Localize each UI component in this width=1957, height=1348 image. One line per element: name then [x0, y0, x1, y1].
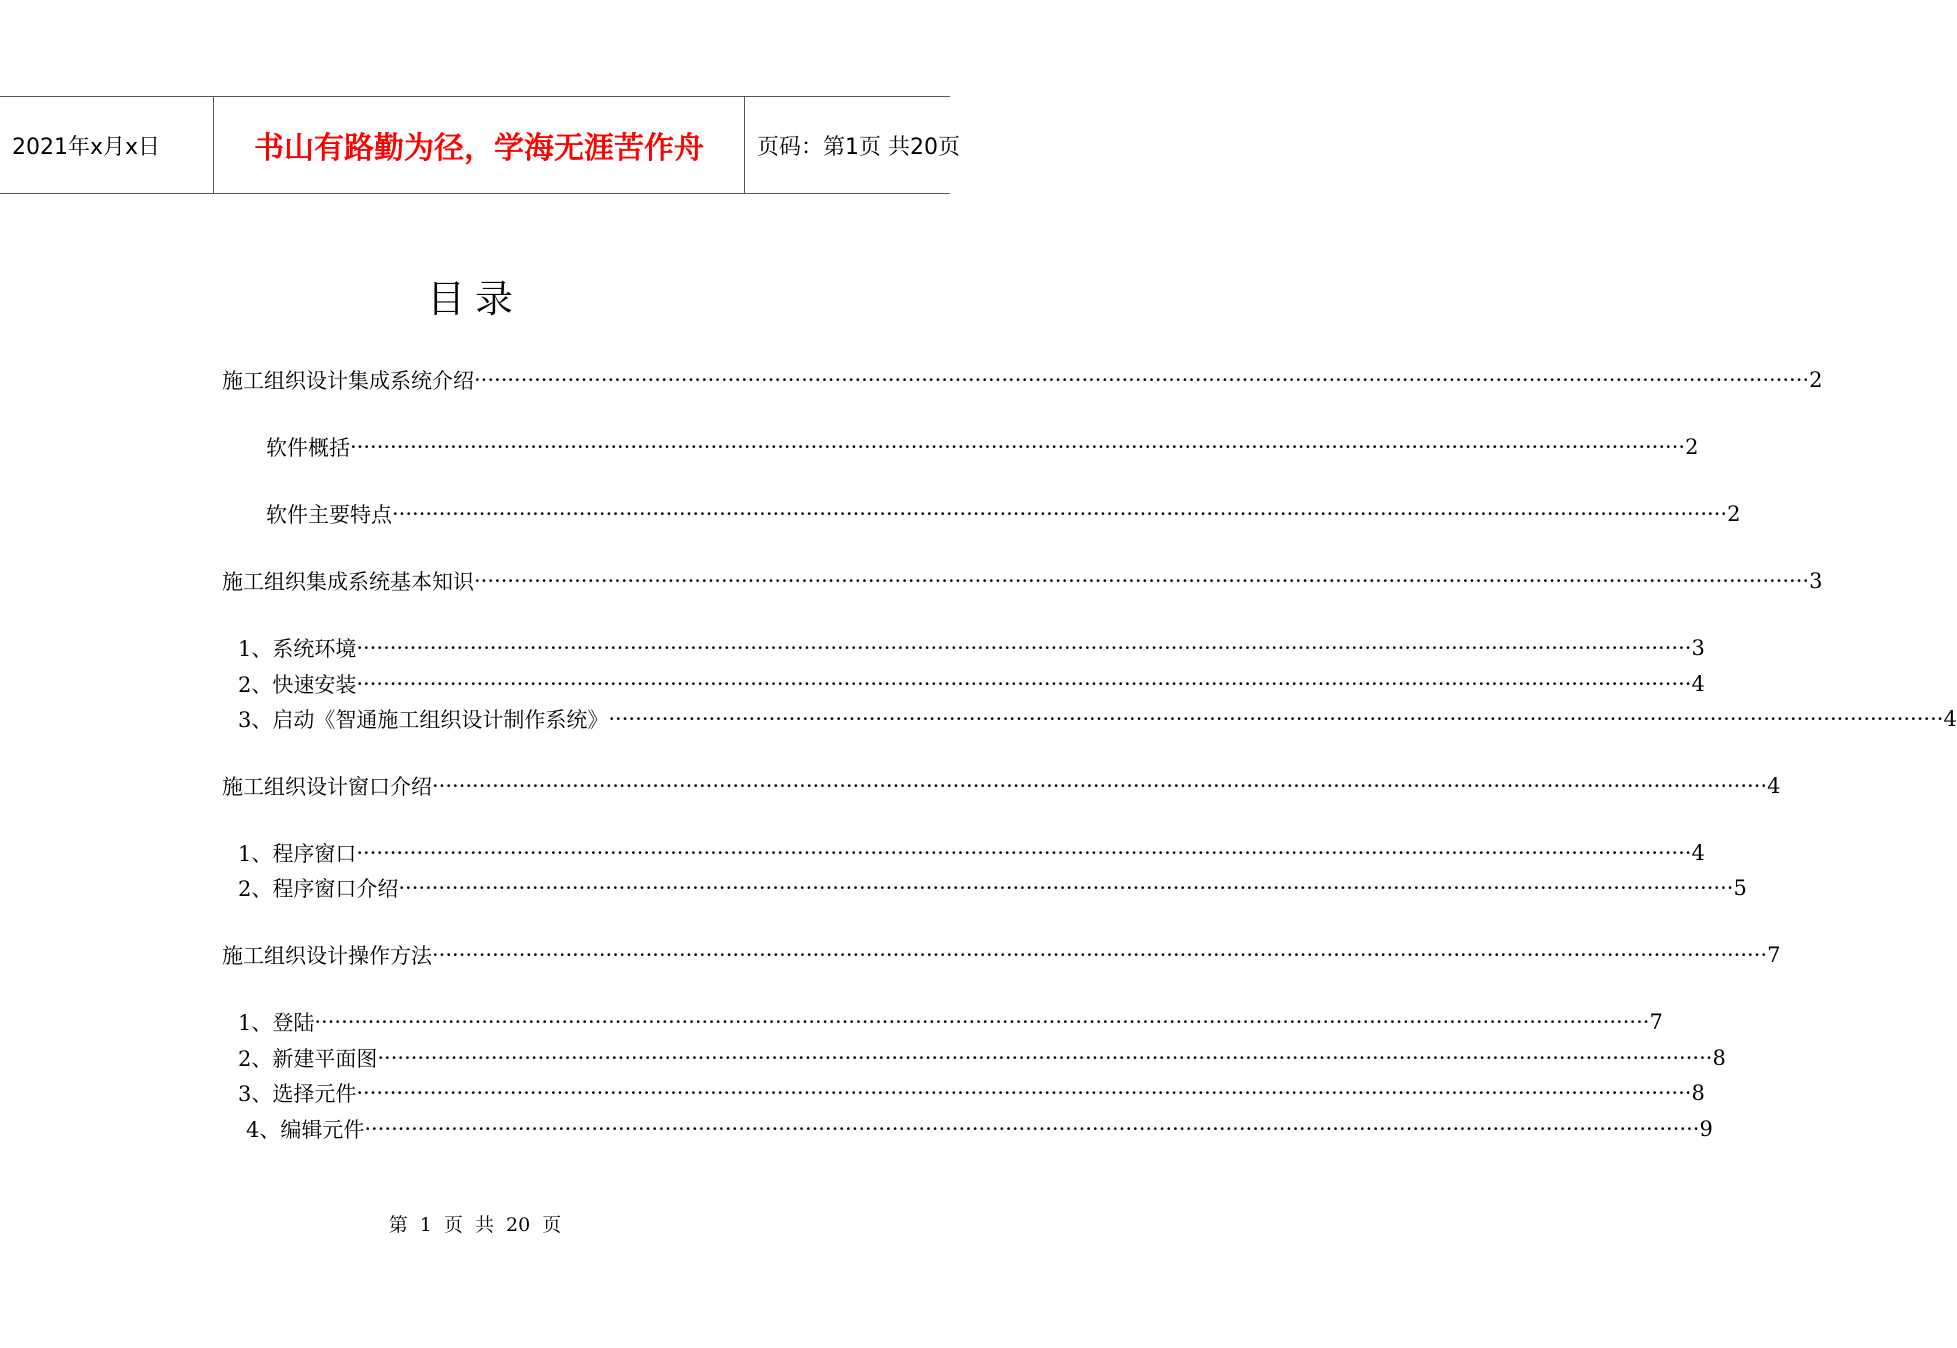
- toc-entry-page: 8: [1691, 1081, 1705, 1105]
- toc-leader-dots: ········································································································································································································: [474, 368, 1810, 392]
- toc-entry-label: 编辑元件: [280, 1118, 365, 1142]
- toc-leader-dots: ········································································································································································································: [377, 1046, 1713, 1070]
- toc-entry-page: 7: [1767, 943, 1781, 967]
- toc-entry-label: 施工组织设计集成系统介绍: [222, 369, 474, 393]
- toc-entry[interactable]: [238, 669, 1705, 699]
- toc-entry-label: 启动《智通施工组织设计制作系统》: [272, 708, 609, 732]
- toc-entry-label: 选择元件: [272, 1082, 357, 1106]
- toc-entry-number: 1、: [238, 1011, 273, 1035]
- page-header: [0, 96, 960, 194]
- toc-entry-page: 4: [1943, 707, 1957, 731]
- toc-entry[interactable]: [238, 1043, 1726, 1073]
- toc-entry-label: 登陆: [272, 1011, 315, 1035]
- toc-entry[interactable]: [222, 940, 1781, 970]
- toc-entry-page: 9: [1699, 1117, 1713, 1141]
- toc-entry-number: 1、: [238, 637, 273, 661]
- toc-entry-label: 系统环境: [272, 637, 357, 661]
- toc-entry[interactable]: [238, 1078, 1705, 1108]
- toc-title: 目录: [426, 277, 523, 321]
- toc-entry-page: 4: [1691, 841, 1705, 865]
- header-motto: 书山有路勤为径，学海无涯苦作舟: [213, 97, 745, 193]
- toc-leader-dots: ········································································································································································································: [314, 1010, 1650, 1034]
- toc-entry-label: 施工组织集成系统基本知识: [222, 570, 474, 594]
- toc-entry[interactable]: [238, 873, 1747, 903]
- toc-leader-dots: ········································································································································································································: [432, 774, 1768, 798]
- toc-entry-label: 软件概括: [266, 436, 350, 460]
- toc-entry[interactable]: [266, 499, 1741, 529]
- toc-entry[interactable]: [246, 1114, 1713, 1144]
- toc-entry[interactable]: [222, 771, 1781, 801]
- toc-leader-dots: ········································································································································································································: [364, 1117, 1700, 1141]
- toc-entry-page: 4: [1767, 774, 1781, 798]
- toc-entry[interactable]: [222, 566, 1823, 596]
- toc-entry-label: 新建平面图: [272, 1047, 378, 1071]
- toc-entry-label: 程序窗口: [272, 842, 357, 866]
- toc-entry-page: 2: [1809, 368, 1823, 392]
- toc-entry-page: 7: [1649, 1010, 1663, 1034]
- toc-entry-page: 2: [1685, 435, 1699, 459]
- toc-entry-page: 2: [1727, 502, 1741, 526]
- toc-entry-label: 快速安装: [272, 673, 357, 697]
- toc-entry-number: 2、: [238, 1047, 273, 1071]
- toc-entry-page: 4: [1691, 672, 1705, 696]
- toc-leader-dots: ········································································································································································································: [474, 569, 1810, 593]
- toc-entry-number: 2、: [238, 877, 273, 901]
- toc-leader-dots: ········································································································································································································: [356, 1081, 1692, 1105]
- toc-entry-label: 程序窗口介绍: [272, 877, 399, 901]
- toc-leader-dots: ········································································································································································································: [398, 876, 1734, 900]
- toc-entry-label: 软件主要特点: [266, 503, 392, 527]
- toc-entry[interactable]: [238, 633, 1705, 663]
- header-date: 2021年x月x日: [12, 134, 161, 160]
- toc-entry-label: 施工组织设计窗口介绍: [222, 775, 432, 799]
- toc-entry-number: 4、: [246, 1118, 281, 1142]
- toc-entry-page: 3: [1691, 636, 1705, 660]
- toc-entry[interactable]: [238, 1007, 1663, 1037]
- toc-entry-number: 2、: [238, 673, 273, 697]
- toc-leader-dots: ········································································································································································································: [356, 636, 1692, 660]
- toc-entry[interactable]: [266, 432, 1699, 462]
- toc-entry-page: 5: [1733, 876, 1747, 900]
- toc-leader-dots: ········································································································································································································: [432, 943, 1768, 967]
- toc-entry-number: 3、: [238, 708, 273, 732]
- toc-entry-number: 1、: [238, 842, 273, 866]
- header-page-info: 页码：第1页 共20页: [757, 134, 960, 160]
- page-footer: 第 1 页 共 20 页: [388, 1214, 562, 1236]
- toc-leader-dots: ········································································································································································································: [356, 841, 1692, 865]
- toc-entry[interactable]: [222, 365, 1823, 395]
- toc-entry-label: 施工组织设计操作方法: [222, 944, 432, 968]
- toc-entry-number: 3、: [238, 1082, 273, 1106]
- toc-entry-page: 8: [1712, 1046, 1726, 1070]
- toc-entry[interactable]: [238, 838, 1705, 868]
- toc-leader-dots: ········································································································································································································: [350, 435, 1686, 459]
- toc-entry[interactable]: [238, 704, 1957, 734]
- toc-entry-page: 3: [1809, 569, 1823, 593]
- toc-leader-dots: ········································································································································································································: [392, 502, 1728, 526]
- toc-leader-dots: ········································································································································································································: [608, 707, 1944, 731]
- toc-leader-dots: ········································································································································································································: [356, 672, 1692, 696]
